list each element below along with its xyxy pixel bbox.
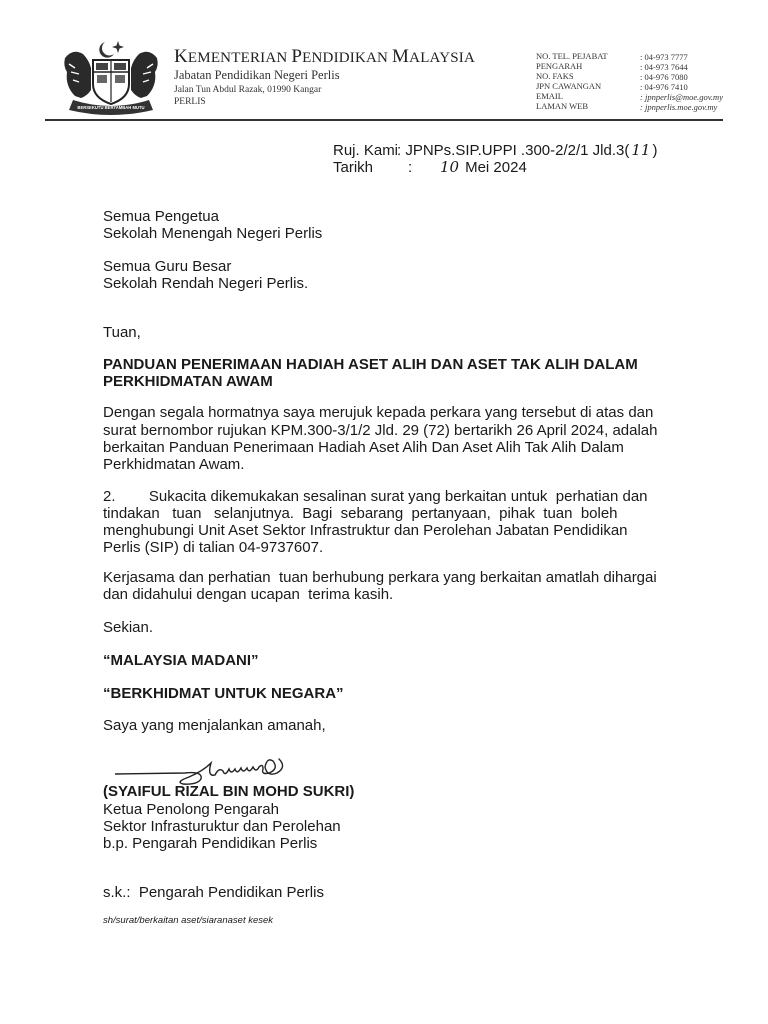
date-value: 10 Mei 2024 xyxy=(440,158,527,176)
paragraph-line: tindakan tuan selanjutnya. Bagi sebarang pertanyaan, pihak tuan boleh xyxy=(103,505,618,522)
recipient-line: Semua Pengetua xyxy=(103,208,219,225)
contact-value: : 04-973 7644 xyxy=(640,62,688,72)
paragraph-line: Perlis (SIP) di talian 04-9737607. xyxy=(103,539,324,556)
carbon-copy: s.k.: Pengarah Pendidikan Perlis xyxy=(103,884,324,901)
contact-label: LAMAN WEB xyxy=(536,101,589,111)
reference-label: Ruj. Kami xyxy=(333,142,399,159)
contact-label: EMAIL xyxy=(536,91,563,101)
department-name: Jabatan Pendidikan Negeri Perlis xyxy=(174,68,340,82)
closing: Sekian. xyxy=(103,619,154,636)
contact-value: : 04-976 7080 xyxy=(640,72,688,82)
contact-value: : jpnperlis.moe.gov.my xyxy=(640,102,718,112)
salutation: Tuan, xyxy=(103,324,141,341)
contact-value: : 04-973 7777 xyxy=(640,52,688,62)
contact-label: NO. FAKS xyxy=(536,71,574,81)
slogan-berkhidmat: “BERKHIDMAT UNTUK NEGARA” xyxy=(103,685,344,702)
date-label: Tarikh xyxy=(333,159,374,176)
contact-label: NO. TEL. PEJABAT xyxy=(536,51,608,61)
address-line-2: PERLIS xyxy=(174,97,206,107)
ministry-name: KEMENTERIAN PENDIDIKAN MALAYSIA xyxy=(174,46,476,67)
letterhead-divider xyxy=(45,119,723,121)
handwritten-day: 10 xyxy=(440,158,460,176)
signatory-name: (SYAIFUL RIZAL BIN MOHD SUKRI) xyxy=(103,783,355,800)
contact-value: : jpnperlis@moe.gov.my xyxy=(640,92,723,102)
signatory-title: Sektor Infrasturuktur dan Perolehan xyxy=(103,818,341,835)
paragraph-line: Kerjasama dan perhatian tuan berhubung perkara yang berkaitan amatlah dihargai xyxy=(103,569,657,586)
slogan-malaysia-madani: “MALAYSIA MADANI” xyxy=(103,652,259,669)
paragraph-line: dan didahului dengan ucapan terima kasih. xyxy=(103,586,394,603)
svg-text:BERSEKUTU BERTAMBAH MUTU: BERSEKUTU BERTAMBAH MUTU xyxy=(77,105,145,110)
paragraph-line: surat bernombor rujukan KPM.300-3/1/2 Jld. 29 (72) bertarikh 26 April 2024, adalah xyxy=(103,422,658,439)
handwritten-number: 11 xyxy=(631,141,651,159)
contact-label: PENGARAH xyxy=(536,61,583,71)
paragraph-line: Perkhidmatan Awam. xyxy=(103,456,245,473)
paragraph-line: Dengan segala hormatnya saya merujuk kepada perkara yang tersebut di atas dan xyxy=(103,404,654,421)
paragraph-line: 2. Sukacita dikemukakan sesalinan surat yang berkaitan untuk perhatian dan xyxy=(103,488,648,505)
recipient-line: Sekolah Menengah Negeri Perlis xyxy=(103,225,323,242)
file-reference-note: sh/surat/berkaitan aset/siaranaset kesek xyxy=(103,915,274,926)
malaysia-coat-of-arms-icon xyxy=(55,38,167,116)
trust-line: Saya yang menjalankan amanah, xyxy=(103,717,326,734)
recipient-line: Sekolah Rendah Negeri Perlis. xyxy=(103,275,309,292)
contact-value: : 04-976 7410 xyxy=(640,82,688,92)
paragraph-line: berkaitan Panduan Penerimaan Hadiah Aset Alih Dan Aset Alih Tak Alih Dalam xyxy=(103,439,624,456)
subject-line: PANDUAN PENERIMAAN HADIAH ASET ALIH DAN ASET TAK ALIH DALAM xyxy=(103,356,638,373)
signatory-title: Ketua Penolong Pengarah xyxy=(103,801,279,818)
paragraph-line: menghubungi Unit Aset Sektor Infrastruktur dan Perolehan Jabatan Pendidikan xyxy=(103,522,628,539)
date-colon: : xyxy=(408,159,413,176)
recipient-line: Semua Guru Besar xyxy=(103,258,232,275)
subject-line: PERKHIDMATAN AWAM xyxy=(103,373,273,390)
address-line-1: Jalan Tun Abdul Razak, 01990 Kangar xyxy=(174,85,322,95)
signatory-title: b.p. Pengarah Pendidikan Perlis xyxy=(103,835,318,852)
reference-number: : JPNPs.SIP.UPPI .300-2/2/1 Jld.3( 11 ) xyxy=(397,141,658,159)
contact-label: JPN CAWANGAN xyxy=(536,81,602,91)
